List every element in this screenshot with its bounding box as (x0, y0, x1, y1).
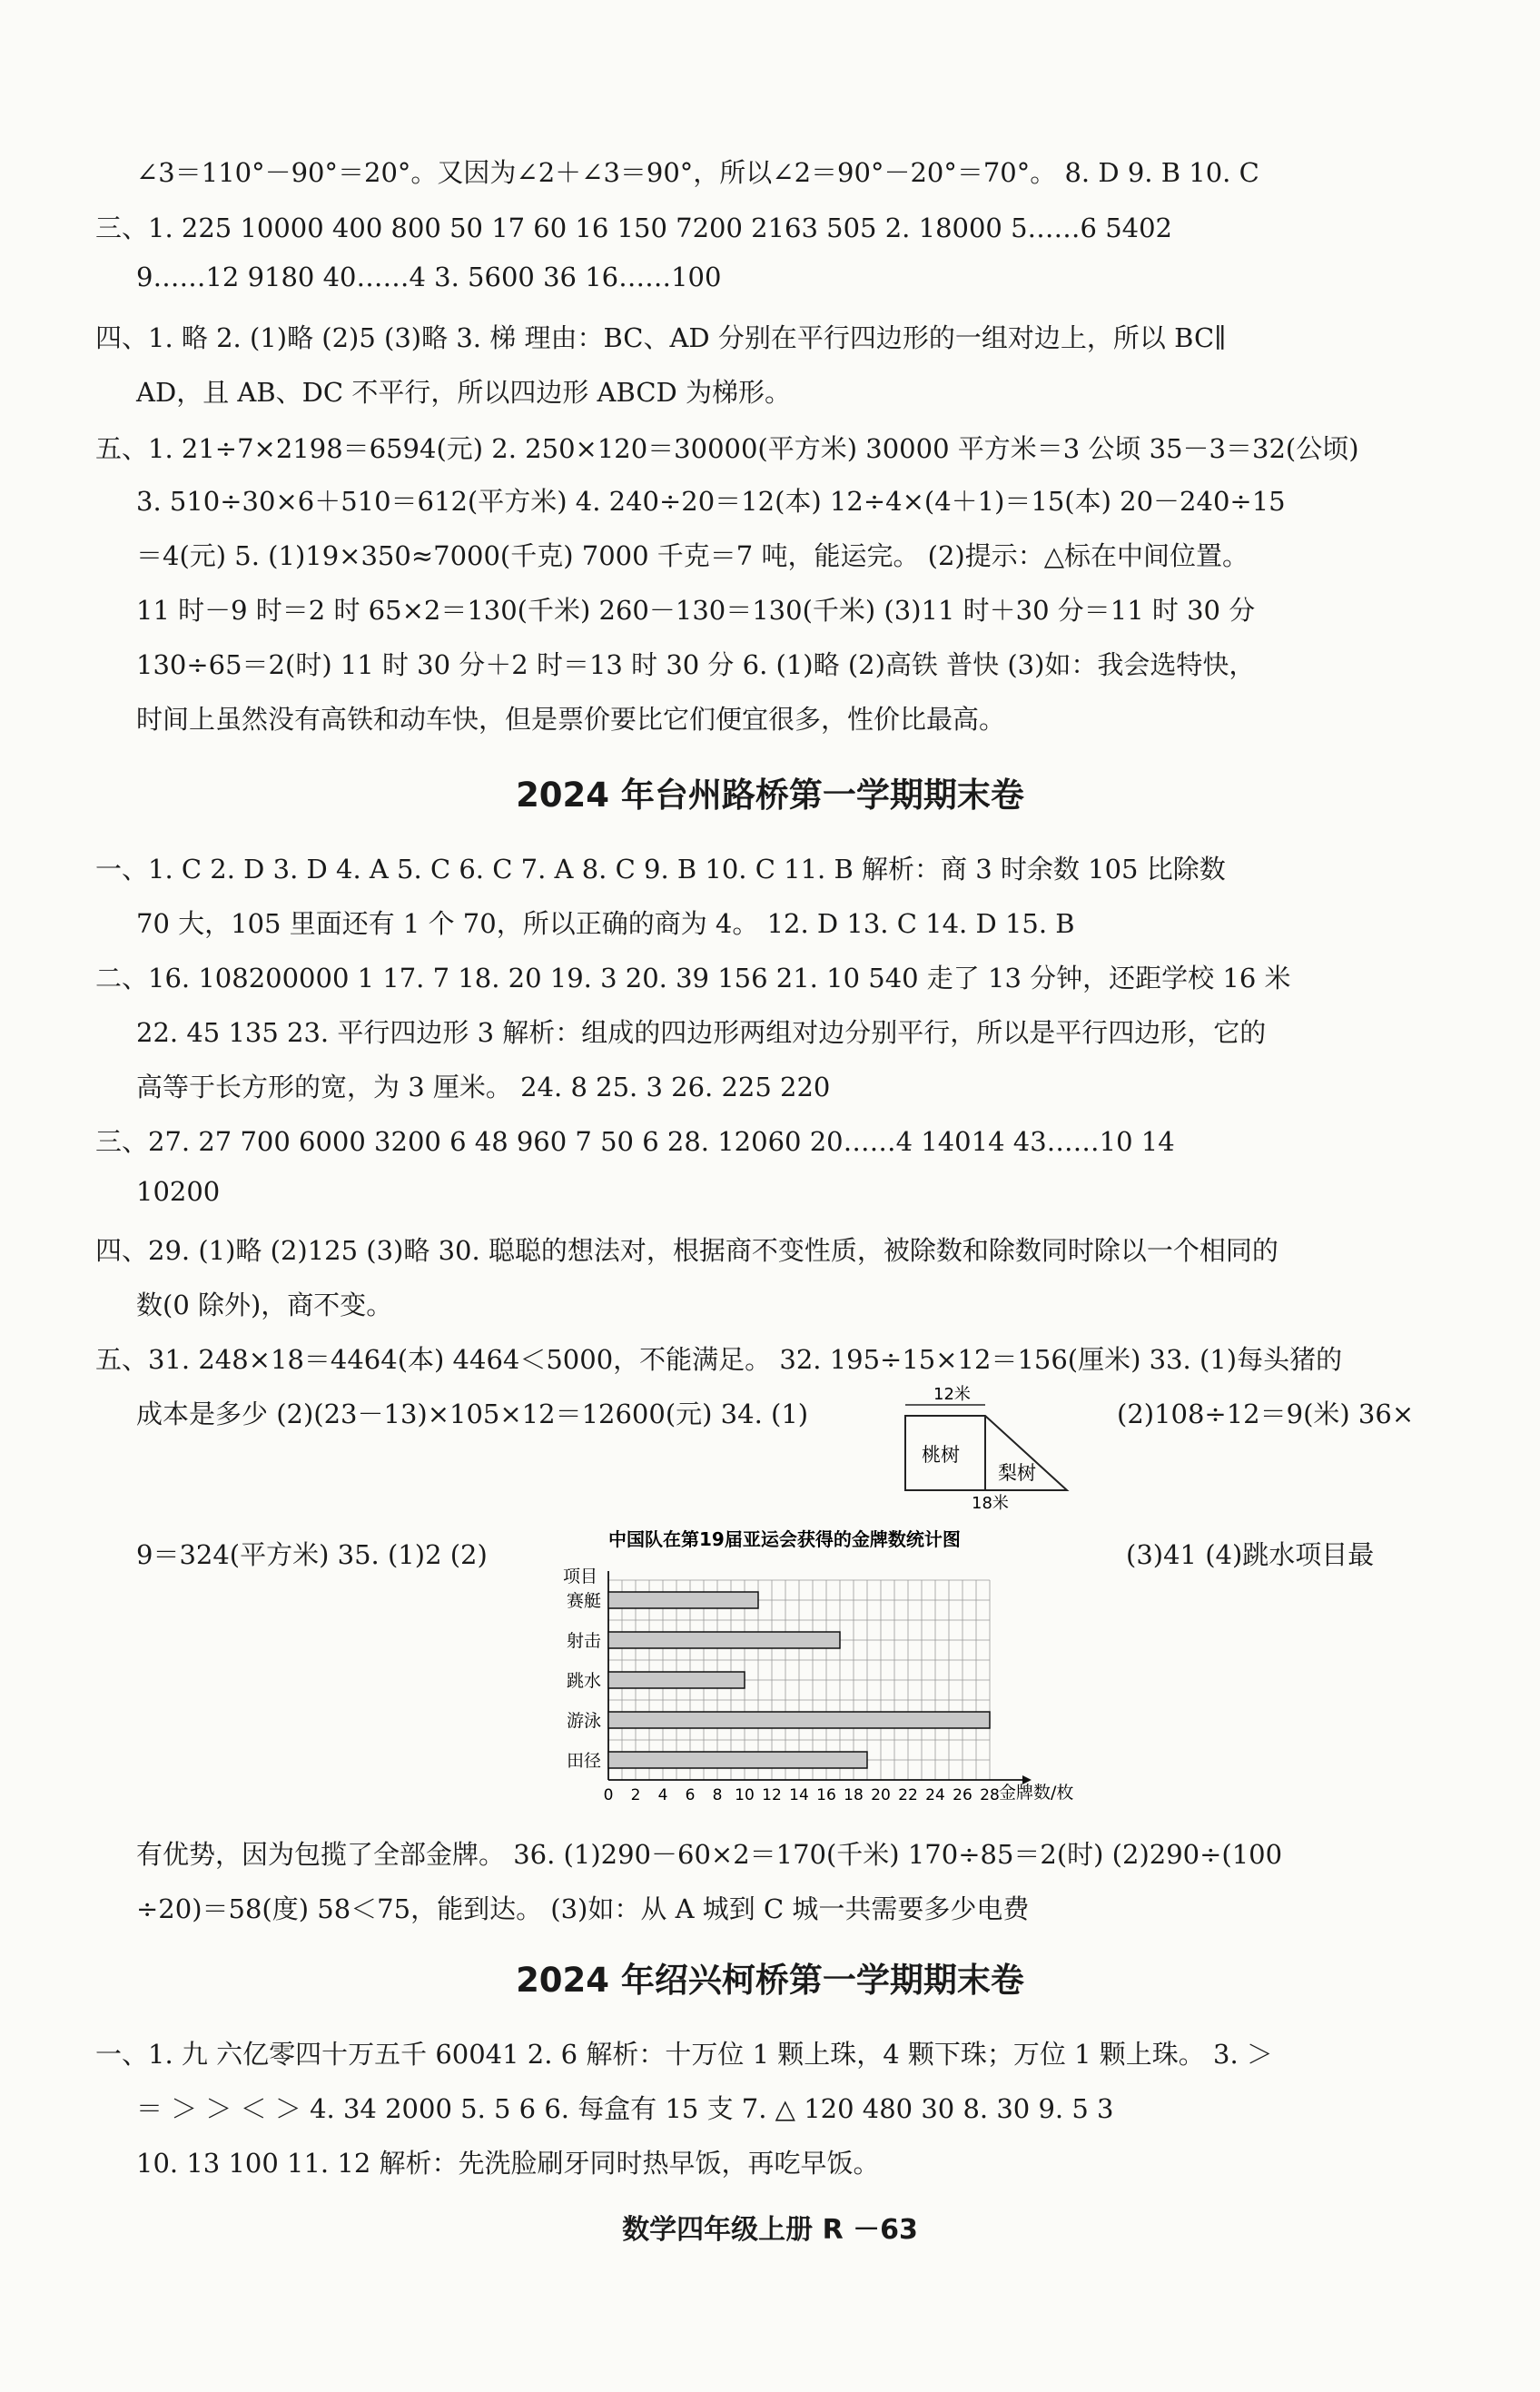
trapezoid-diagram (894, 1385, 1094, 1512)
text-line: 数(0 除外)，商不变。 (136, 1290, 393, 1320)
text-line: 三、1. 225 10000 400 800 50 17 60 16 150 7200 2163 505 2. 18000 5……6 5402 (95, 213, 1173, 243)
x-tick-label: 26 (953, 1786, 972, 1804)
x-tick-label: 4 (657, 1786, 668, 1804)
text-line: 时间上虽然没有高铁和动车快，但是票价要比它们便宜很多，性价比最高。 (136, 704, 1006, 735)
text-line: 有优势，因为包揽了全部金牌。 36. (1)290－60×2＝170(千米) 170÷85＝2(时) (2)290÷(100 (136, 1839, 1283, 1870)
x-tick-label: 20 (871, 1786, 891, 1804)
x-tick-label: 16 (816, 1786, 836, 1804)
x-tick-label: 24 (925, 1786, 945, 1804)
chart-x-label: 金牌数/枚 (999, 1783, 1074, 1803)
text-line: (2)108÷12＝9(米) 36× (1117, 1399, 1415, 1429)
diagram-bottom-label: 18米 (972, 1494, 1009, 1512)
text-line: 70 大，105 里面还有 1 个 70，所以正确的商为 4。 12. D 13. C 14. D 15. B (136, 908, 1075, 939)
diagram-right-region: 梨树 (998, 1462, 1036, 1484)
text-line: 3. 510÷30×6＋510＝612(平方米) 4. 240÷20＝12(本) 12÷4×(4＋1)＝15(本) 20－240÷15 (136, 486, 1286, 517)
text-line: 成本是多少 (2)(23－13)×105×12＝12600(元) 34. (1) (136, 1399, 809, 1429)
text-line: 22. 45 135 23. 平行四边形 3 解析：组成的四边形两组对边分别平行，所以是平行四边形，它的 (136, 1017, 1267, 1048)
category-label: 射击 (566, 1631, 601, 1651)
diagram-left-region: 桃树 (922, 1444, 960, 1466)
x-tick-label: 28 (980, 1786, 1000, 1804)
text-line: 10200 (136, 1176, 221, 1207)
x-tick-label: 14 (789, 1786, 809, 1804)
chart-y-label: 项目 (563, 1567, 598, 1586)
category-label: 跳水 (566, 1671, 601, 1691)
text-line: ＝4(元) 5. (1)19×350≈7000(千克) 7000 千克＝7 吨，能运完。 (2)提示：△标在中间位置。 (136, 540, 1249, 571)
x-tick-label: 18 (844, 1786, 864, 1804)
category-label: 田径 (566, 1751, 601, 1771)
text-line: 11 时－9 时＝2 时 65×2＝130(千米) 260－130＝130(千米) (3)11 时＋30 分＝11 时 30 分 (136, 595, 1256, 626)
chart-title: 中国队在第19届亚运会获得的金牌数统计图 (608, 1528, 961, 1550)
text-line: (3)41 (4)跳水项目最 (1126, 1539, 1375, 1570)
bar (608, 1632, 840, 1648)
category-label: 赛艇 (566, 1591, 601, 1611)
text-line: 一、1. 九 六亿零四十万五千 60041 2. 6 解析：十万位 1 颗上珠，4 颗下珠；万位 1 颗上珠。 3. ＞ (95, 2039, 1273, 2070)
x-tick-label: 0 (603, 1786, 614, 1804)
text-line: 一、1. C 2. D 3. D 4. A 5. C 6. C 7. A 8. C 9. B 10. C 11. B 解析：商 3 时余数 105 比除数 (95, 854, 1226, 885)
page-footer: 数学四年级上册 R －63 (622, 2214, 918, 2246)
x-tick-label: 2 (630, 1786, 641, 1804)
bar (608, 1672, 745, 1688)
x-tick-label: 6 (685, 1786, 696, 1804)
x-tick-label: 12 (762, 1786, 782, 1804)
text-line: 10. 13 100 11. 12 解析：先洗脸刷牙同时热早饭，再吃早饭。 (136, 2148, 880, 2179)
text-line: ＝ ＞ ＞ ＜ ＞ 4. 34 2000 5. 5 6 6. 每盒有 15 支 7. △ 120 480 30 8. 30 9. 5 3 (136, 2093, 1114, 2124)
section-title: 2024 年台州路桥第一学期期末卷 (516, 776, 1024, 815)
x-tick-label: 10 (735, 1786, 755, 1804)
x-tick-label: 22 (898, 1786, 918, 1804)
bar (608, 1592, 758, 1608)
category-label: 游泳 (566, 1711, 601, 1731)
text-line: 130÷65＝2(时) 11 时 30 分＋2 时＝13 时 30 分 6. (1)略 (2)高铁 普快 (3)如：我会选特快， (136, 649, 1256, 680)
diagram-top-label: 12米 (933, 1385, 971, 1404)
text-line: 五、31. 248×18＝4464(本) 4464＜5000，不能满足。 32. 195÷15×12＝156(厘米) 33. (1)每头猪的 (95, 1344, 1343, 1375)
text-line: 高等于长方形的宽，为 3 厘米。 24. 8 25. 3 26. 225 220 (136, 1072, 831, 1102)
text-line: 二、16. 108200000 1 17. 7 18. 20 19. 3 20. 39 156 21. 10 540 走了 13 分钟，还距学校 16 米 (95, 963, 1291, 993)
bar (608, 1712, 990, 1728)
x-tick-label: 8 (712, 1786, 723, 1804)
section-title: 2024 年绍兴柯桥第一学期期末卷 (516, 1961, 1024, 2000)
text-line: 9＝324(平方米) 35. (1)2 (2) (136, 1539, 488, 1570)
medal-bar-chart (545, 1526, 1126, 1825)
text-line: 9……12 9180 40……4 3. 5600 36 16……100 (136, 262, 722, 292)
text-line: 四、29. (1)略 (2)125 (3)略 30. 聪聪的想法对，根据商不变性质，被除数和除数同时除以一个相同的 (95, 1235, 1278, 1266)
text-line: ∠3＝110°－90°＝20°。又因为∠2＋∠3＝90°，所以∠2＝90°－20°＝70°。 8. D 9. B 10. C (136, 157, 1259, 188)
bar (608, 1752, 867, 1768)
text-line: 三、27. 27 700 6000 3200 6 48 960 7 50 6 28. 12060 20……4 14014 43……10 14 (95, 1126, 1175, 1157)
text-line: AD，且 AB、DC 不平行，所以四边形 ABCD 为梯形。 (136, 377, 791, 408)
text-line: 四、1. 略 2. (1)略 (2)5 (3)略 3. 梯 理由：BC、AD 分别在平行四边形的一组对边上，所以 BC∥ (95, 322, 1227, 353)
text-line: 五、1. 21÷7×2198＝6594(元) 2. 250×120＝30000(平方米) 30000 平方米＝3 公顷 35－3＝32(公顷) (95, 433, 1359, 464)
text-line: ÷20)＝58(度) 58＜75，能到达。 (3)如：从 A 城到 C 城一共需要多少电费 (136, 1893, 1030, 1924)
